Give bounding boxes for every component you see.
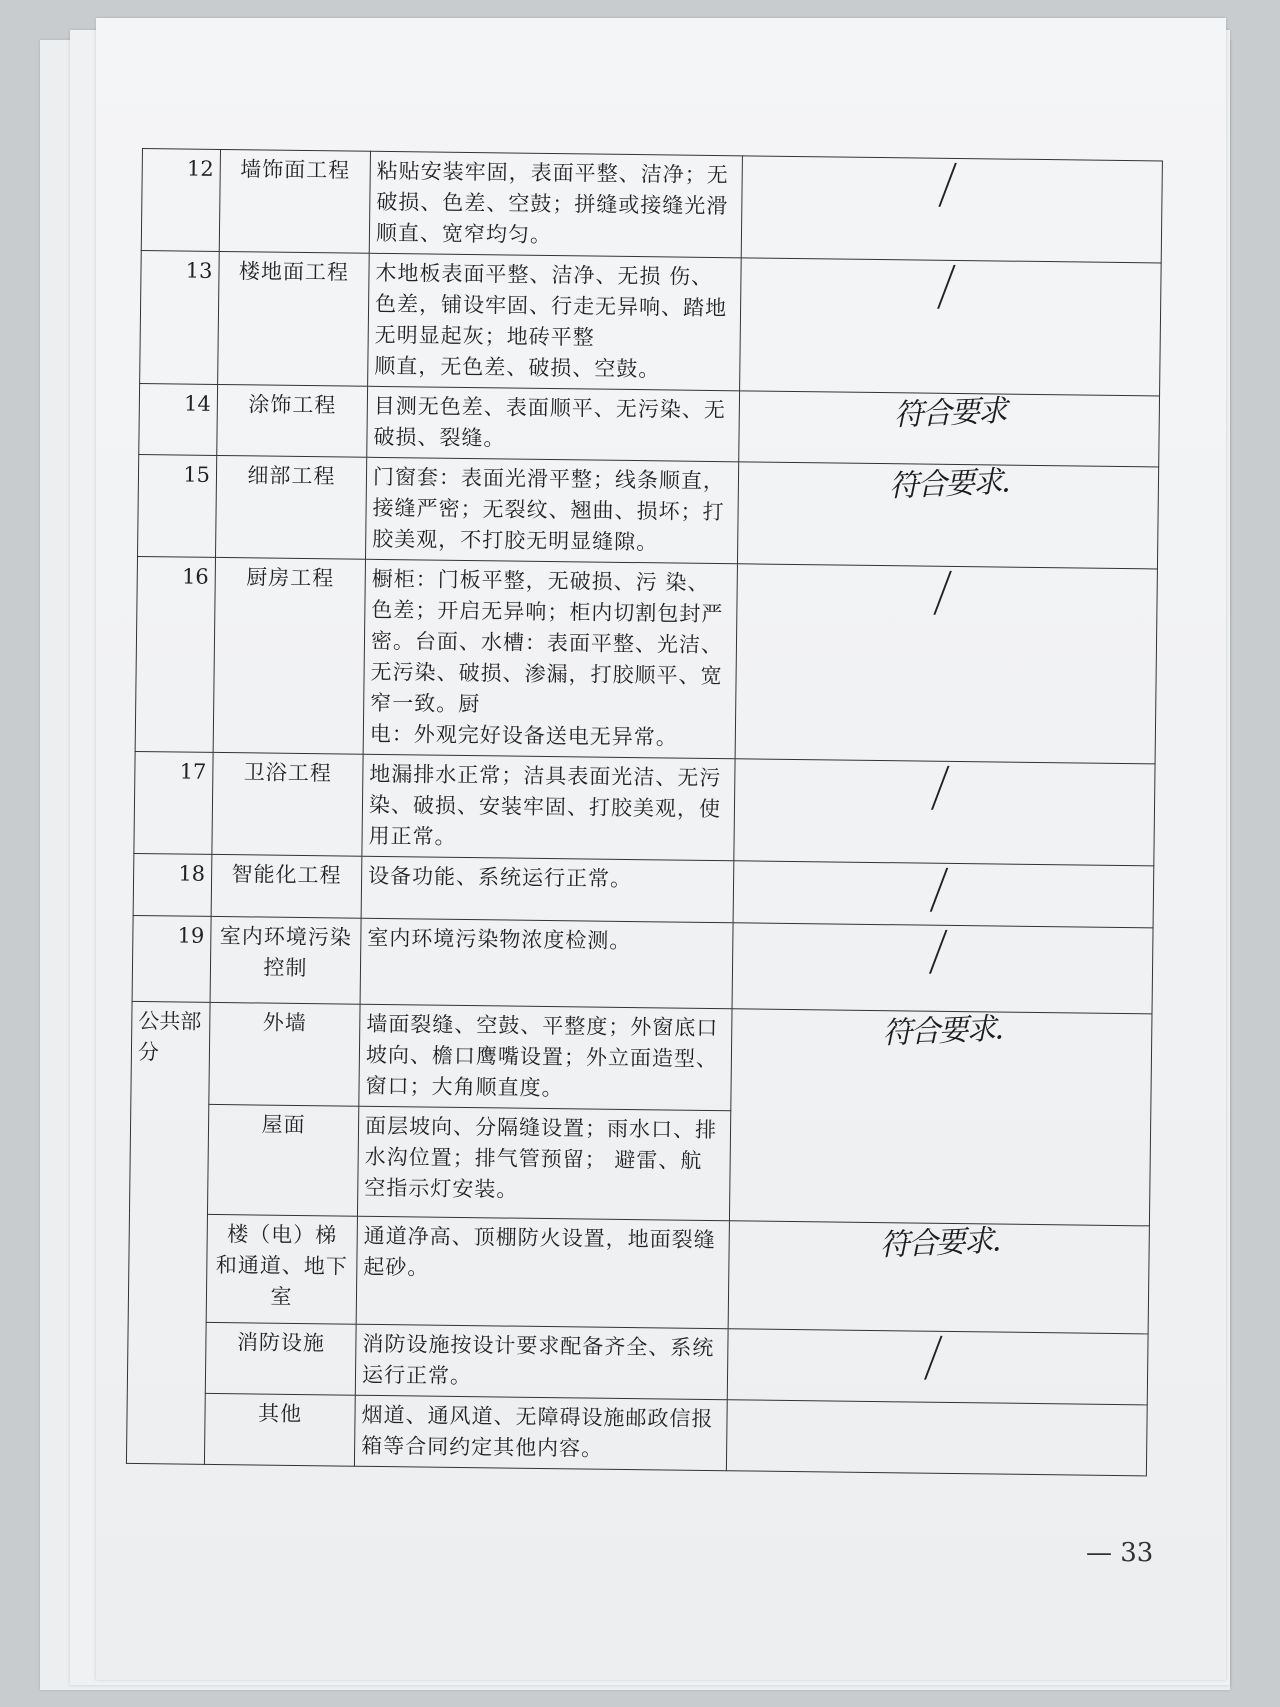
result-cell: [727, 1329, 1148, 1405]
item-name: 涂饰工程: [217, 384, 368, 457]
row-number: 19: [132, 915, 211, 1002]
item-requirement: 通道净高、顶棚防火设置，地面裂缝起砂。: [356, 1216, 729, 1329]
row-number: 17: [134, 751, 213, 854]
result-cell: [728, 1221, 1149, 1334]
item-name: 楼地面工程: [218, 251, 370, 386]
check-mark-icon: [938, 163, 967, 207]
check-mark-icon: [930, 766, 959, 810]
result-cell: [735, 564, 1157, 764]
requirement-line: 木地板表面平整、洁净、无损 伤、色差，铺设牢固、行走无异响、踏地无明显起灰；地砖平整: [374, 260, 728, 350]
item-requirement: 设备功能、系统运行正常。: [361, 856, 734, 923]
table-row: [126, 1392, 1147, 1475]
table-row: [134, 751, 1155, 865]
item-name: 消防设施: [205, 1322, 356, 1395]
row-number: 14: [139, 383, 218, 455]
table-row: [141, 149, 1162, 263]
table-row: [138, 454, 1159, 568]
page-number: — 33: [1086, 1538, 1154, 1568]
table-row: [127, 1321, 1148, 1404]
table-row: [132, 915, 1153, 1013]
check-mark-icon: [937, 265, 966, 309]
result-cell: [741, 156, 1162, 263]
row-number: 16: [135, 556, 215, 752]
row-number: 18: [133, 853, 212, 916]
handwritten-result: 符合要求.: [888, 464, 1009, 505]
item-name: 其他: [204, 1393, 355, 1466]
table-row: [131, 1001, 1152, 1115]
table-row: [135, 556, 1157, 763]
table-row: [140, 250, 1162, 395]
result-cell: [739, 391, 1160, 467]
item-requirement: [363, 559, 737, 759]
item-name: 外墙: [209, 1002, 360, 1106]
item-requirement: [368, 253, 742, 391]
handwritten-result: 符合要求.: [881, 1011, 1003, 1052]
requirement-line: 电：外观完好设备送电无异常。: [369, 721, 678, 750]
row-number: 15: [138, 454, 217, 557]
document-page: [96, 18, 1226, 1680]
item-name: 厨房工程: [213, 557, 365, 754]
item-name-line: 楼（电）梯: [227, 1222, 338, 1248]
item-name: 细部工程: [216, 455, 367, 559]
result-cell: [729, 1009, 1152, 1226]
item-name: 智能化工程: [211, 854, 362, 918]
public-category: 公共部分: [126, 1001, 210, 1464]
result-cell: [726, 1400, 1147, 1476]
check-mark-icon: [928, 930, 957, 974]
requirement-line: 顺直，无色差、破损、空鼓。: [374, 353, 661, 382]
handwritten-result: 符合要求.: [878, 1223, 1000, 1264]
table-row: [139, 383, 1160, 466]
handwritten-result: 符合要求: [892, 393, 1006, 434]
row-number: 13: [140, 250, 220, 384]
item-requirement: 烟道、通风道、无障碍设施邮政信报箱等合同约定其他内容。: [354, 1395, 727, 1471]
item-name: 屋面: [207, 1104, 358, 1216]
item-requirement: 面层坡向、分隔缝设置；雨水口、排水沟位置；排气管预留； 避雷、航空指示灯安装。: [357, 1106, 730, 1221]
item-requirement: 门窗套：表面光滑平整；线条顺直，接缝严密；无裂纹、翘曲、损坏；打胶美观，不打胶无明显缝隙。: [365, 457, 738, 564]
result-cell: [733, 861, 1154, 928]
table-row: [128, 1213, 1149, 1333]
item-requirement: 地漏排水正常；洁具表面光洁、无污染、破损、安装牢固、打胶美观，使用正常。: [362, 754, 735, 861]
result-cell: [734, 759, 1155, 866]
item-requirement: 消防设施按设计要求配备齐全、系统运行正常。: [355, 1324, 728, 1400]
item-requirement: 目测无色差、表面顺平、无污染、无破损、裂缝。: [367, 386, 740, 462]
item-requirement: 粘贴安装牢固，表面平整、洁净；无破损、色差、空鼓；拼缝或接缝光滑顺直、宽窄均匀。: [369, 151, 742, 258]
item-requirement: 墙面裂缝、空鼓、平整度；外窗底口坡向、檐口鹰嘴设置；外立面造型、窗口；大角顺直度。: [359, 1004, 732, 1111]
check-mark-icon: [933, 571, 962, 615]
item-name: 卫浴工程: [212, 752, 363, 856]
item-name: 墙饰面工程: [219, 149, 370, 253]
row-number: 12: [141, 149, 220, 252]
item-requirement: 室内环境污染物浓度检测。: [360, 918, 733, 1009]
inspection-table: [126, 148, 1163, 1476]
item-name-line: 和通道、地下室: [215, 1252, 348, 1309]
check-mark-icon: [924, 1336, 953, 1380]
requirement-line: 橱柜：门板平整，无破损、污 染、色差；开启无异响；柜内切割包封严密。台面、水槽：表面平整、光洁、无污染、破损、渗漏，打胶顺平、宽窄一致。厨: [370, 566, 724, 717]
result-cell: [740, 258, 1162, 396]
result-cell: [732, 923, 1153, 1014]
check-mark-icon: [929, 868, 958, 912]
item-name: [206, 1214, 357, 1324]
item-name: 室内环境污染控制: [210, 916, 361, 1004]
result-cell: [737, 462, 1158, 569]
